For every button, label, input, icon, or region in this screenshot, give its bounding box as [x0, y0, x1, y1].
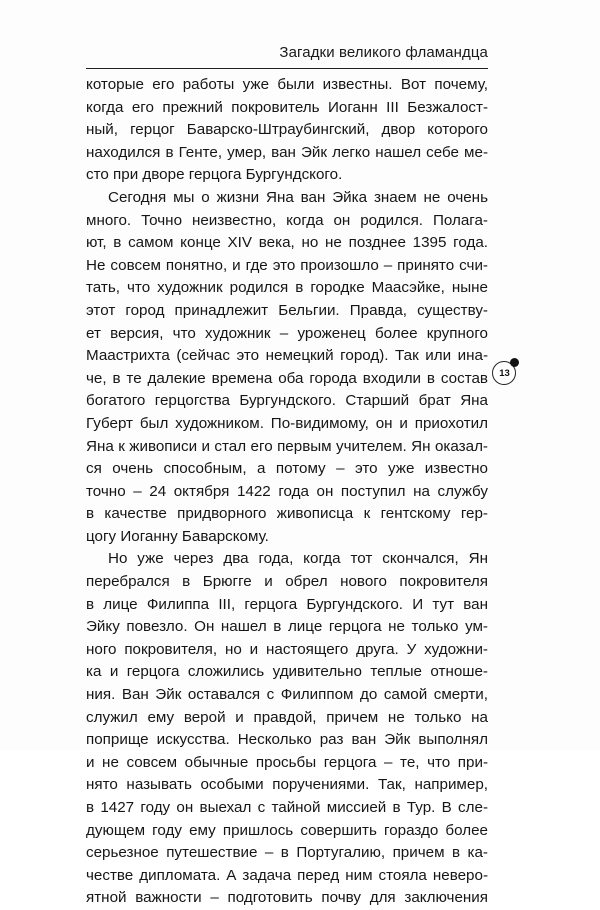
text-line: и не совсем обычные просьбы герцога – те, что при- — [86, 753, 488, 771]
text-line: тать, что художник родился в городке Маасэйке, ныне — [86, 279, 488, 297]
body-text — [86, 74, 488, 910]
text-line: в качестве придворного живописца к гентскому гер- — [86, 505, 488, 523]
text-line: ют, в самом конце XIV века, но не позднее 1395 года. — [86, 234, 488, 252]
text-line: серьезное путешествие – в Португалию, причем в ка- — [86, 844, 488, 862]
text-line: сто при дворе герцога Бургундского. — [86, 166, 343, 184]
text-line: нято называть особыми поручениями. Так, например, — [86, 776, 488, 794]
text-line: перебрался в Брюгге и обрел нового покровителя — [86, 573, 488, 591]
text-line: Маастрихта (сейчас это немецкий город). Так или ина- — [86, 347, 488, 365]
text-line: Яна к живописи и стал его первым учителем. Ян оказал- — [86, 437, 488, 455]
text-line: ный, герцог Баварско-Штраубингский, двор которого — [86, 121, 488, 139]
header-rule — [86, 68, 488, 69]
text-line: ятной важности – подготовить почву для заключения — [86, 889, 488, 907]
text-line: ся очень способным, а потому – это уже известно — [86, 460, 488, 478]
running-header — [86, 44, 488, 64]
text-line: в лице Филиппа III, герцога Бургундского. И тут ван — [86, 595, 488, 613]
text-line: когда его прежний покровитель Иоганн III Безжалост- — [86, 98, 488, 116]
text-line: точно – 24 октября 1422 года он поступил на службу — [86, 482, 488, 500]
text-line: ного покровителя, но и настоящего друга. У художни- — [86, 640, 488, 658]
text-line: которые его работы уже были известны. Вот почему, — [86, 76, 488, 93]
text-line: Но уже через два года, когда тот скончался, Ян — [108, 550, 488, 568]
text-line: Эйку повезло. Он нашел в лице герцога не только ум- — [86, 618, 488, 636]
text-line: Сегодня мы о жизни Яна ван Эйка знаем не очень — [108, 188, 488, 206]
text-line: находился в Генте, умер, ван Эйк легко нашел себе ме- — [86, 143, 488, 161]
text-line: в 1427 году он выехал с тайной миссией в Тур. В сле- — [86, 799, 488, 816]
text-line: много. Точно неизвестно, когда он родился. Полага- — [86, 211, 488, 229]
text-line: честве дипломата. А задача перед ним стояла неверо- — [86, 866, 488, 884]
text-line: ет версия, что художник – уроженец более крупного — [86, 324, 488, 342]
text-line: этот город принадлежит Бельгии. Правда, существу- — [86, 301, 488, 319]
text-line: цогу Иоганну Баварскому. — [86, 527, 269, 545]
page-number: 13 — [499, 368, 510, 379]
running-title: Загадки великого фламандца — [279, 44, 488, 61]
page-number-marker — [492, 361, 516, 385]
text-line: ка и герцога сложились удивительно теплые отноше- — [86, 663, 488, 681]
text-line: дующем году ему пришлось совершить гораздо более — [86, 821, 488, 839]
text-line: Не совсем понятно, и где это произошло – принято счи- — [86, 256, 488, 274]
text-line: служил ему верой и правдой, причем не только на — [86, 708, 488, 726]
text-line: ния. Ван Эйк оставался с Филиппом до самой смерти, — [86, 686, 488, 704]
text-line: че, в те далекие времена оба города входили в состав — [86, 369, 488, 387]
text-line: богатого герцогства Бургундского. Старший брат Яна — [86, 392, 488, 410]
text-line: поприще искусства. Несколько раз ван Эйк выполнял — [86, 731, 488, 749]
text-line: Губерт был художником. По-видимому, он и приохотил — [86, 414, 488, 432]
